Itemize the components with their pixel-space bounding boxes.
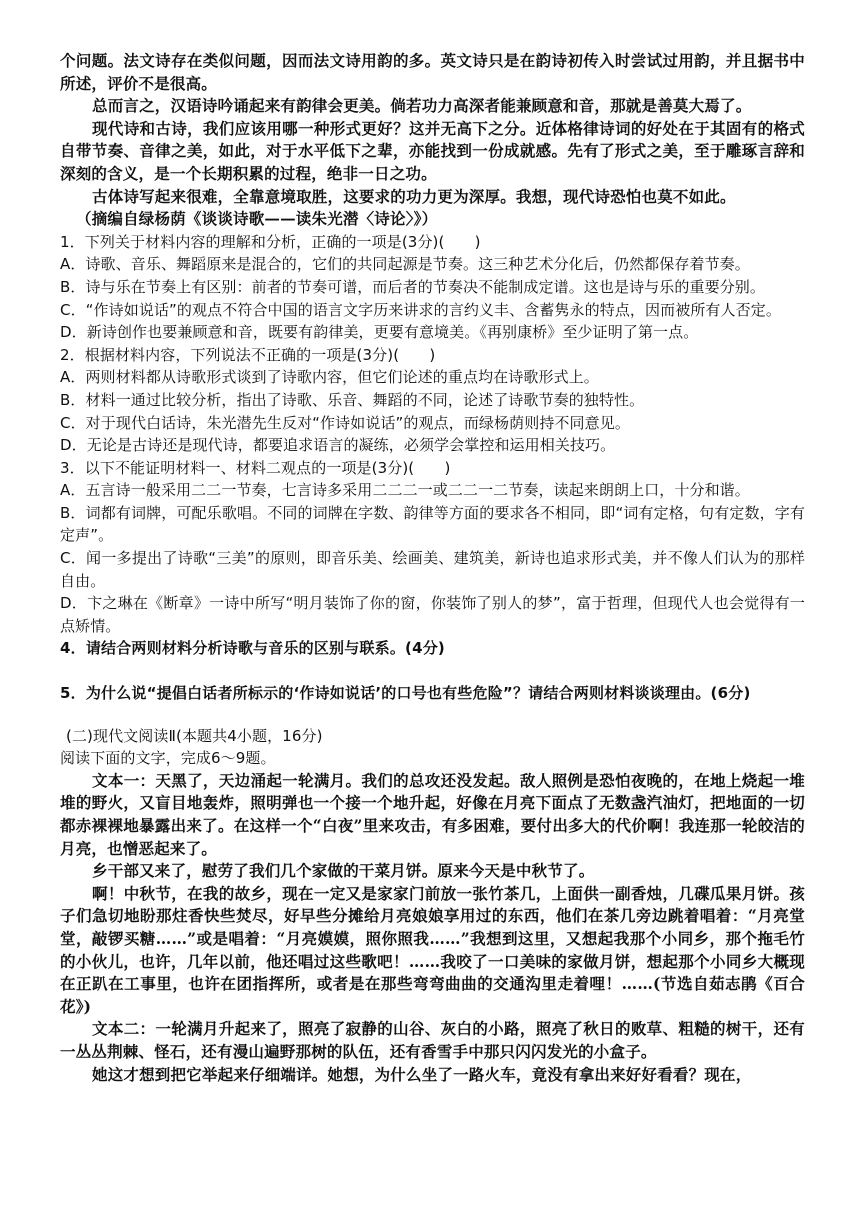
question-2: 2．根据材料内容，下列说法不正确的一项是(3分)( ) <box>60 345 436 364</box>
question-3-option-d: D．卞之琳在《断章》一诗中所写“明月装饰了你的窗，你装饰了别人的梦”，富于哲理，但现代人也会觉得有一点矫情。 <box>60 594 805 635</box>
question-4: 4．请结合两则材料分析诗歌与音乐的区别与联系。(4分) <box>60 639 445 658</box>
question-3: 3．以下不能证明材料一、材料二观点的一项是(3分)( ) <box>60 458 451 477</box>
question-1-option-d: D．新诗创作也要兼顾意和音，既要有韵律美，更要有意境美。《再别康桥》至少证明了第一点。 <box>60 323 699 342</box>
question-3-option-a: A．五言诗一般采用二二一节奏，七言诗多采用二二二一或二二一二节奏，读起来朗朗上口，十分和谐。 <box>60 481 750 500</box>
question-3-option-c: C．闻一多提出了诗歌“三美”的原则，即音乐美、绘画美、建筑美，新诗也追求形式美，并不像人们认为的那样自由。 <box>60 549 805 590</box>
question-2-option-a: A．两则材料都从诗歌形式谈到了诗歌内容，但它们论述的重点均在诗歌形式上。 <box>60 368 599 387</box>
question-1-option-a: A．诗歌、音乐、舞蹈原来是混合的，它们的共同起源是节奏。这三种艺术分化后，仍然都保存着节奏。 <box>60 255 750 274</box>
passage1-para-3: 现代诗和古诗，我们应该用哪一种形式更好？这并无高下之分。近体格律诗词的好处在于其固有的格式自带节奏、音律之美，如此，对于水平低下之辈，亦能找到一份成就感。先有了形式之美，至于雕琢言辞和深刻的含义，是一个长期积累的过程，绝非一日之功。 <box>60 118 805 183</box>
question-1: 1．下列关于材料内容的理解和分析，正确的一项是(3分)( ) <box>60 232 481 251</box>
passage1-source: （摘编自绿杨荫《谈谈诗歌——读朱光潜〈诗论〉》） <box>76 209 438 229</box>
question-5: 5．为什么说“提倡白话者所标示的‘作诗如说话’的口号也有些危险”？请结合两则材料谈谈理由。(6分) <box>60 684 751 703</box>
passage1-para-2: 总而言之，汉语诗吟诵起来有韵律会更美。倘若功力高深者能兼顾意和音，那就是善莫大焉了。 <box>92 96 752 116</box>
section-2-heading: (二)现代文阅读Ⅱ(本题共4小题，16分) <box>66 726 323 745</box>
passage2-para-5: 她这才想到把它举起来仔细端详。她想，为什么坐了一路火车，竟没有拿出来好好看看？现在， <box>92 1064 752 1084</box>
question-2-option-c: C．对于现代白话诗，朱光潜先生反对“作诗如说话”的观点，而绿杨荫则持不同意见。 <box>60 413 630 432</box>
question-1-option-c: C．“作诗如说话”的观点不符合中国的语言文字历来讲求的言约义丰、含蓄隽永的特点，因而被所有人否定。 <box>60 300 781 319</box>
question-3-option-b: B．词都有词牌，可配乐歌唱。不同的词牌在字数、韵律等方面的要求各不相同，即“词有定格，句有定数，字有定声”。 <box>60 503 805 545</box>
exam-page <box>60 50 805 1086</box>
passage2-para-3: 啊！中秋节，在我的故乡，现在一定又是家家门前放一张竹茶几，上面供一副香烛，几碟瓜果月饼。孩子们急切地盼那炷香快些焚尽，好早些分摊给月亮娘娘享用过的东西，他们在茶几旁边跳着唱着：“月亮堂堂，敲锣买糖……”或是唱着：“月亮嫫嫫，照你照我……”我想到这里，又想起我那个小同乡，那个拖毛竹的小伙儿，也许，几年以前，他还唱过这些歌吧！……我咬了一口美味的家做月饼，想起那个小同乡大概现在正趴在工事里，也许在团指挥所，或者是在那些弯弯曲曲的交通沟里走着哩！……(节选自茹志鹃《百合花》) <box>60 883 805 1016</box>
passage2-para-1: 文本一：天黑了，天边涌起一轮满月。我们的总攻还没发起。敌人照例是恐怕夜晚的，在地上烧起一堆堆的野火，又盲目地轰炸，照明弹也一个接一个地升起，好像在月亮下面点了无数盏汽油灯，把地面的一切都赤裸裸地暴露出来了。在这样一个“白夜”里来攻击，有多困难，要付出多大的代价啊！我连那一轮皎洁的月亮，也憎恶起来了。 <box>60 770 805 858</box>
passage2-para-2: 乡干部又来了，慰劳了我们几个家做的干菜月饼。原来今天是中秋节了。 <box>92 861 595 881</box>
passage2-para-4: 文本二：一轮满月升起来了，照亮了寂静的山谷、灰白的小路，照亮了秋日的败草、粗糙的树干，还有一丛丛荆棘、怪石，还有漫山遍野那树的队伍，还有香雪手中那只闪闪发光的小盒子。 <box>60 1019 805 1061</box>
question-2-option-d: D．无论是古诗还是现代诗，都要追求语言的凝练，必须学会掌控和运用相关技巧。 <box>60 436 616 455</box>
passage1-para-4: 古体诗写起来很难，全靠意境取胜，这要求的功力更为深厚。我想，现代诗恐怕也莫不如此。 <box>92 186 736 206</box>
passage1-para-1: 个问题。法文诗存在类似问题，因而法文诗用韵的多。英文诗只是在韵诗初传入时尝试过用韵，并且据书中所述，评价不是很高。 <box>60 51 805 93</box>
answer-space-4 <box>60 660 805 682</box>
answer-space-5 <box>60 705 805 725</box>
section-2-instruction: 阅读下面的文字，完成6～9题。 <box>60 749 276 768</box>
question-1-option-b: B．诗与乐在节奏上有区别：前者的节奏可谱，而后者的节奏决不能制成定谱。这也是诗与乐的重要分别。 <box>60 277 765 296</box>
question-2-option-b: B．材料一通过比较分析，指出了诗歌、乐音、舞蹈的不同，论述了诗歌节奏的独特性。 <box>60 390 645 409</box>
